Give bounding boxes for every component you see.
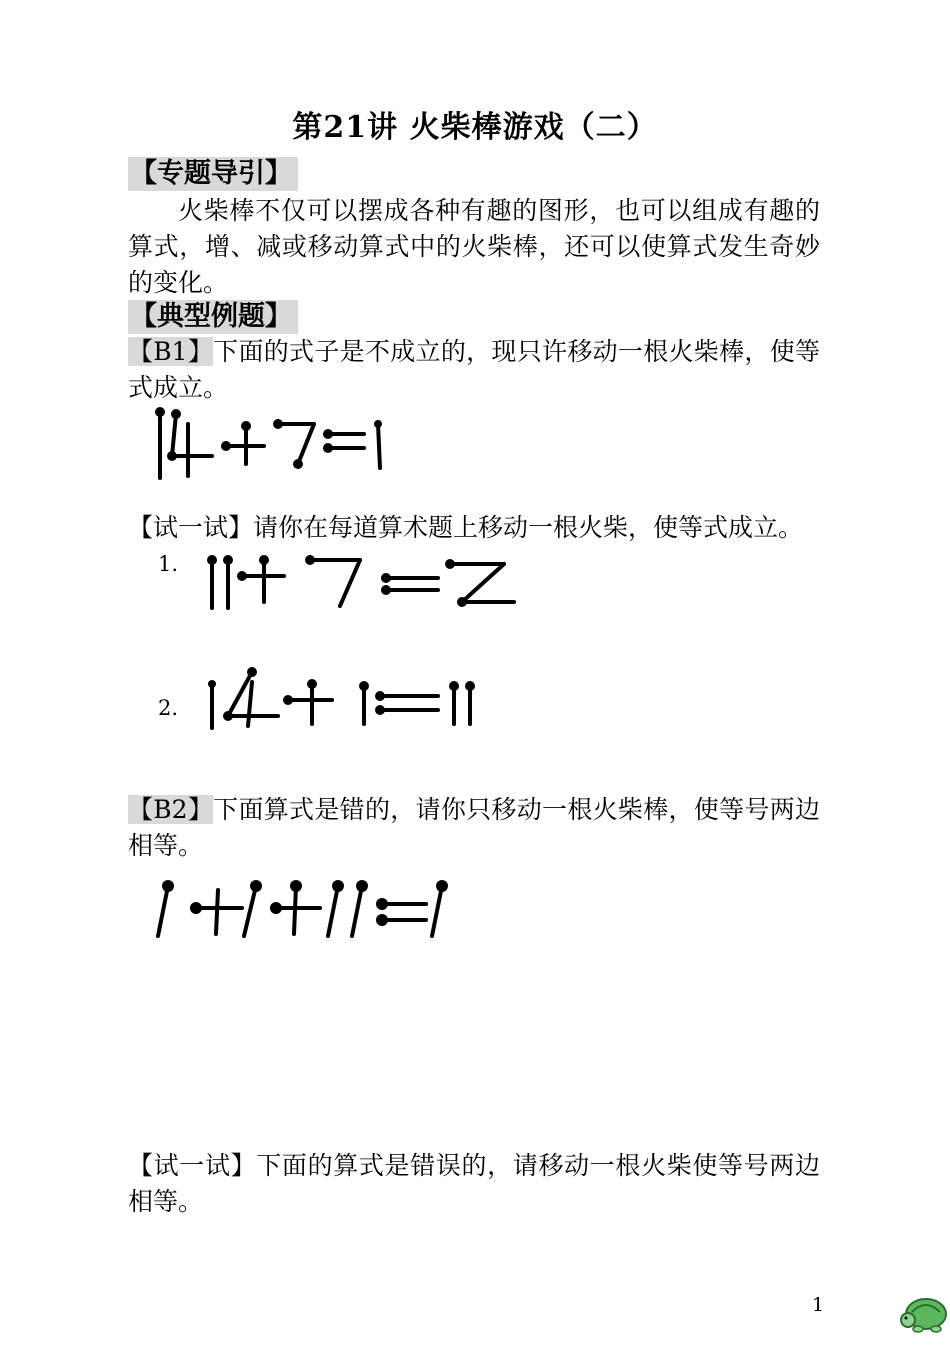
page-number: 1	[812, 1294, 825, 1316]
matchstick-digit-1	[155, 407, 165, 478]
b1-paragraph	[128, 334, 820, 406]
intro-paragraph: 火柴棒不仅可以摆成各种有趣的图形，也可以组成有趣的算式，增、减或移动算式中的火柴棒，还可以使算式发生奇妙的变化。	[128, 196, 820, 297]
b2-text: 下面算式是错的，请你只移动一根火柴棒，使等号两边相等。	[128, 795, 820, 860]
b2-tag: 【B2】	[128, 795, 214, 824]
matchstick-equals	[323, 429, 364, 453]
page-title: 第21讲 火柴棒游戏（二）	[292, 110, 658, 145]
b1-tag: 【B1】	[128, 337, 214, 366]
item-1-number: 1.	[158, 552, 179, 576]
item-1-matchstick-equation	[200, 550, 530, 614]
try1-paragraph: 【试一试】请你在每道算术题上移动一根火柴，使等式成立。	[128, 513, 804, 542]
matchstick-digit-4	[167, 409, 212, 476]
examples-heading: 【典型例题】	[128, 300, 298, 334]
b2-matchstick-equation	[150, 874, 460, 944]
matchstick-digit-7	[273, 419, 314, 469]
turtle-icon	[896, 1284, 950, 1336]
try2-paragraph: 【试一试】下面的算式是错误的，请移动一根火柴使等号两边相等。	[128, 1151, 820, 1216]
intro-heading: 【专题导引】	[128, 157, 298, 191]
b2-paragraph	[128, 792, 820, 864]
matchstick-digit-1	[374, 420, 382, 468]
item-2-matchstick-equation	[200, 664, 490, 732]
item-2-number: 2.	[158, 696, 179, 720]
b1-matchstick-equation	[150, 402, 400, 484]
matchstick-plus	[221, 421, 264, 464]
b1-text: 下面的式子是不成立的，现只许移动一根火柴棒，使等式成立。	[128, 337, 820, 402]
